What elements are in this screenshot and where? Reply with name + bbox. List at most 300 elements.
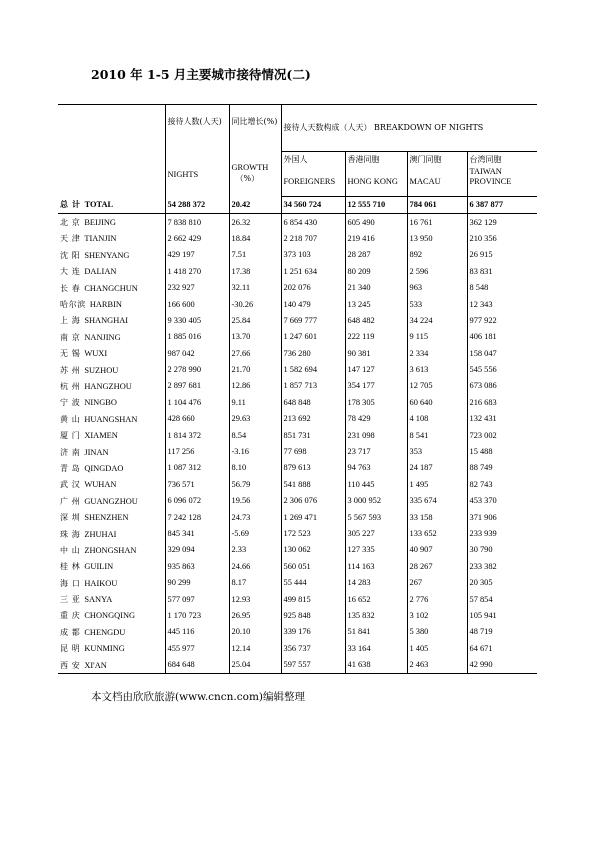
cell-hongkong: 78 429: [345, 411, 407, 427]
cell-foreigners: 1 251 634: [281, 264, 345, 280]
city-name-zh: 南 京: [60, 332, 81, 342]
cell-foreigners: 202 076: [281, 280, 345, 296]
cell-taiwan: 233 939: [467, 526, 537, 542]
city-name-zh: 桂 林: [60, 562, 81, 572]
cell-hongkong: 219 416: [345, 231, 407, 247]
city-name-zh: 哈尔滨: [60, 300, 86, 310]
city-name-zh: 厦 门: [60, 431, 81, 441]
city-name-zh: 总 计: [60, 199, 81, 210]
cell-macau: 533: [407, 296, 467, 312]
header-taiwan-zh: 台湾同胞: [469, 155, 502, 164]
table-row: [58, 624, 537, 640]
cell-growth: 21.70: [229, 362, 281, 378]
cell-nights: 455 977: [165, 641, 229, 657]
cell-macau: 34 224: [407, 313, 467, 329]
cell-hongkong: 33 164: [345, 641, 407, 657]
header-hongkong-en: HONG KONG: [347, 177, 398, 186]
table-row: [58, 460, 537, 476]
cell-macau: 4 108: [407, 411, 467, 427]
cell-foreigners: 1 269 471: [281, 509, 345, 525]
city-name-zh: 海 口: [60, 578, 81, 588]
cell-hongkong: 90 381: [345, 346, 407, 362]
cell-hongkong: 648 482: [345, 313, 407, 329]
cell-taiwan: 8 548: [467, 280, 537, 296]
row-label: [58, 657, 165, 674]
header-nights-zh: 接待人数(人天): [167, 117, 222, 126]
table-row: [58, 591, 537, 607]
row-label: [58, 493, 165, 509]
city-name-zh: 武 汉: [60, 480, 81, 490]
table-row: [58, 296, 537, 312]
row-label: [58, 411, 165, 427]
cell-foreigners: 339 176: [281, 624, 345, 640]
table-row: [58, 493, 537, 509]
cell-foreigners: 356 737: [281, 641, 345, 657]
cell-growth: 12.93: [229, 591, 281, 607]
table-row: [58, 477, 537, 493]
cell-macau: 335 674: [407, 493, 467, 509]
cell-growth: 32.11: [229, 280, 281, 296]
header-growth-en: GROWTH: [231, 163, 269, 172]
cell-growth: 9.11: [229, 395, 281, 411]
city-name-en: XI'AN: [84, 660, 107, 670]
row-label: [58, 362, 165, 378]
cell-nights: 1 418 270: [165, 264, 229, 280]
cell-taiwan: 12 343: [467, 296, 537, 312]
cell-nights: 9 330 405: [165, 313, 229, 329]
row-label: [58, 575, 165, 591]
row-label: [58, 197, 165, 214]
cell-nights: 6 096 072: [165, 493, 229, 509]
city-name-zh: 重 庆: [60, 611, 81, 621]
table-row: [58, 542, 537, 558]
cell-foreigners: 1 582 694: [281, 362, 345, 378]
cell-growth: 8.54: [229, 427, 281, 443]
cell-taiwan: 42 990: [467, 657, 537, 674]
row-label: [58, 329, 165, 345]
cell-hongkong: 41 638: [345, 657, 407, 674]
cell-taiwan: 362 129: [467, 214, 537, 231]
city-name-zh: 珠 海: [60, 529, 81, 539]
cell-macau: 2 596: [407, 264, 467, 280]
cell-taiwan: 30 790: [467, 542, 537, 558]
city-name-zh: 宁 波: [60, 398, 81, 408]
cell-hongkong: 14 283: [345, 575, 407, 591]
row-label: [58, 296, 165, 312]
cell-nights: 935 863: [165, 559, 229, 575]
city-name-en: CHANGCHUN: [84, 283, 138, 293]
cell-nights: 1 170 723: [165, 608, 229, 624]
cell-hongkong: 110 445: [345, 477, 407, 493]
cell-taiwan: 82 743: [467, 477, 537, 493]
header-growth-zh: 同比增长(%): [231, 117, 278, 126]
city-name-en: GUANGZHOU: [84, 496, 138, 506]
city-name-en: QINGDAO: [84, 463, 124, 473]
cell-foreigners: 597 557: [281, 657, 345, 674]
cell-growth: 26.32: [229, 214, 281, 231]
cell-growth: -3.16: [229, 444, 281, 460]
cell-nights: 577 097: [165, 591, 229, 607]
cell-growth: 7.51: [229, 247, 281, 263]
cell-hongkong: 5 567 593: [345, 509, 407, 525]
cell-nights: 445 116: [165, 624, 229, 640]
cell-taiwan: 673 086: [467, 378, 537, 394]
cell-nights: 117 256: [165, 444, 229, 460]
cell-growth: 19.56: [229, 493, 281, 509]
row-label: [58, 460, 165, 476]
cell-growth: 2.33: [229, 542, 281, 558]
cell-hongkong: 16 652: [345, 591, 407, 607]
city-name-en: SHANGHAI: [84, 316, 129, 326]
cell-nights: 7 242 128: [165, 509, 229, 525]
city-name-en: TIANJIN: [84, 234, 117, 244]
table-row: [58, 509, 537, 525]
cell-macau: 133 652: [407, 526, 467, 542]
cell-macau: 267: [407, 575, 467, 591]
city-name-en: ZHUHAI: [84, 529, 117, 539]
cell-foreigners: 130 062: [281, 542, 345, 558]
header-foreigners: [281, 152, 345, 197]
city-name-zh: 大 连: [60, 267, 81, 277]
cell-nights: 845 341: [165, 526, 229, 542]
cell-growth: 29.63: [229, 411, 281, 427]
cell-macau: 3 613: [407, 362, 467, 378]
cell-hongkong: 305 227: [345, 526, 407, 542]
cell-nights: 2 662 429: [165, 231, 229, 247]
row-label: [58, 395, 165, 411]
row-label: [58, 280, 165, 296]
cell-macau: 2 334: [407, 346, 467, 362]
cell-foreigners: 1 247 601: [281, 329, 345, 345]
cell-foreigners: 560 051: [281, 559, 345, 575]
cell-nights: 54 288 372: [165, 197, 229, 214]
cell-hongkong: 178 305: [345, 395, 407, 411]
cell-nights: 429 197: [165, 247, 229, 263]
cell-foreigners: 2 306 076: [281, 493, 345, 509]
cell-growth: 18.84: [229, 231, 281, 247]
table-row: [58, 608, 537, 624]
header-taiwan-en: TAIWAN PROVINCE: [469, 167, 512, 186]
cell-growth: -30.26: [229, 296, 281, 312]
table-header: [58, 105, 537, 197]
city-name-en: DALIAN: [84, 267, 117, 277]
cell-foreigners: 648 848: [281, 395, 345, 411]
cell-macau: 40 907: [407, 542, 467, 558]
cell-macau: 1 405: [407, 641, 467, 657]
row-label: [58, 231, 165, 247]
cell-nights: 7 838 810: [165, 214, 229, 231]
cell-foreigners: 499 815: [281, 591, 345, 607]
cell-taiwan: 48 719: [467, 624, 537, 640]
cell-foreigners: 55 444: [281, 575, 345, 591]
cell-macau: 33 158: [407, 509, 467, 525]
cell-taiwan: 233 382: [467, 559, 537, 575]
table-row: [58, 411, 537, 427]
cell-nights: 2 897 681: [165, 378, 229, 394]
cell-nights: 329 094: [165, 542, 229, 558]
header-blank-cell: [58, 105, 165, 197]
row-label: [58, 313, 165, 329]
header-growth: [229, 105, 281, 197]
city-name-en: BEIJING: [84, 218, 116, 228]
cell-foreigners: 34 560 724: [281, 197, 345, 214]
cell-foreigners: 373 103: [281, 247, 345, 263]
cell-hongkong: 23 717: [345, 444, 407, 460]
cell-nights: 1 104 476: [165, 395, 229, 411]
cell-growth: 12.86: [229, 378, 281, 394]
table-row: [58, 231, 537, 247]
city-name-zh: 上 海: [60, 316, 81, 326]
row-label: [58, 509, 165, 525]
cell-growth: -5.69: [229, 526, 281, 542]
table-row: [58, 313, 537, 329]
cell-nights: 1 814 372: [165, 427, 229, 443]
row-label: [58, 542, 165, 558]
cell-foreigners: 1 857 713: [281, 378, 345, 394]
cell-taiwan: 15 488: [467, 444, 537, 460]
city-name-zh: 沈 阳: [60, 250, 81, 260]
table-row: [58, 247, 537, 263]
city-name-en: NINGBO: [84, 398, 117, 408]
cell-foreigners: 140 479: [281, 296, 345, 312]
cell-foreigners: 879 613: [281, 460, 345, 476]
cell-taiwan: 453 370: [467, 493, 537, 509]
cell-nights: 1 087 312: [165, 460, 229, 476]
cell-taiwan: 88 749: [467, 460, 537, 476]
header-macau: [407, 152, 467, 197]
cell-growth: 13.70: [229, 329, 281, 345]
city-name-zh: 长 春: [60, 283, 81, 293]
city-name-en: TOTAL: [84, 200, 114, 210]
cell-nights: 428 660: [165, 411, 229, 427]
table-row: [58, 526, 537, 542]
header-macau-zh: 澳门同胞: [409, 155, 442, 164]
cell-nights: 232 927: [165, 280, 229, 296]
table-row: [58, 395, 537, 411]
cell-macau: 2 776: [407, 591, 467, 607]
city-name-en: CHONGQING: [84, 611, 136, 621]
row-label: [58, 477, 165, 493]
city-name-zh: 黄 山: [60, 414, 81, 424]
cell-foreigners: 6 854 430: [281, 214, 345, 231]
table-row: [58, 444, 537, 460]
cell-taiwan: 20 305: [467, 575, 537, 591]
header-breakdown: [281, 105, 537, 152]
city-reception-table: [58, 104, 537, 674]
cell-foreigners: 7 669 777: [281, 313, 345, 329]
city-name-zh: 天 津: [60, 234, 81, 244]
city-name-zh: 济 南: [60, 447, 81, 457]
header-nights: [165, 105, 229, 197]
row-label: [58, 378, 165, 394]
cell-hongkong: 51 841: [345, 624, 407, 640]
cell-hongkong: 28 287: [345, 247, 407, 263]
city-name-en: CHENGDU: [84, 627, 126, 637]
cell-macau: 892: [407, 247, 467, 263]
row-label: [58, 247, 165, 263]
header-macau-en: MACAU: [409, 177, 441, 186]
city-name-zh: 北 京: [60, 218, 81, 228]
table-row: [58, 378, 537, 394]
table-row: [58, 575, 537, 591]
cell-growth: 24.73: [229, 509, 281, 525]
city-name-zh: 昆 明: [60, 644, 81, 654]
cell-macau: 3 102: [407, 608, 467, 624]
cell-macau: 8 541: [407, 427, 467, 443]
table-row: [58, 214, 537, 231]
city-name-en: JINAN: [84, 447, 109, 457]
header-foreigners-zh: 外国人: [283, 155, 308, 164]
cell-growth: 25.04: [229, 657, 281, 674]
city-name-zh: 青 岛: [60, 463, 81, 473]
header-foreigners-en: FOREIGNERS: [283, 177, 336, 186]
cell-taiwan: 64 671: [467, 641, 537, 657]
city-name-en: NANJING: [84, 332, 121, 342]
table-row: [58, 346, 537, 362]
cell-nights: 90 299: [165, 575, 229, 591]
row-label: [58, 526, 165, 542]
table-row: [58, 657, 537, 674]
row-label: [58, 346, 165, 362]
cell-taiwan: 406 181: [467, 329, 537, 345]
cell-taiwan: 371 906: [467, 509, 537, 525]
header-growth-unit: （%）: [235, 174, 260, 183]
cell-hongkong: 114 163: [345, 559, 407, 575]
city-name-en: ZHONGSHAN: [84, 545, 137, 555]
cell-growth: 24.66: [229, 559, 281, 575]
cell-growth: 20.42: [229, 197, 281, 214]
cell-nights: 987 042: [165, 346, 229, 362]
city-name-zh: 深 圳: [60, 513, 81, 523]
cell-growth: 8.10: [229, 460, 281, 476]
cell-growth: 26.95: [229, 608, 281, 624]
city-name-zh: 杭 州: [60, 381, 81, 391]
city-name-en: SUZHOU: [84, 365, 119, 375]
cell-foreigners: 736 280: [281, 346, 345, 362]
cell-macau: 784 061: [407, 197, 467, 214]
cell-growth: 25.84: [229, 313, 281, 329]
cell-hongkong: 147 127: [345, 362, 407, 378]
cell-taiwan: 105 941: [467, 608, 537, 624]
header-nights-en: NIGHTS: [167, 170, 199, 179]
cell-hongkong: 135 832: [345, 608, 407, 624]
cell-foreigners: 541 888: [281, 477, 345, 493]
cell-macau: 5 380: [407, 624, 467, 640]
city-name-en: WUHAN: [84, 480, 117, 490]
row-label: [58, 641, 165, 657]
city-name-zh: 西 安: [60, 660, 81, 670]
city-name-zh: 三 亚: [60, 595, 81, 605]
cell-macau: 13 950: [407, 231, 467, 247]
table-body: [58, 197, 537, 674]
cell-macau: 963: [407, 280, 467, 296]
cell-macau: 1 495: [407, 477, 467, 493]
cell-macau: 24 187: [407, 460, 467, 476]
table-row: [58, 280, 537, 296]
cell-growth: 27.66: [229, 346, 281, 362]
cell-taiwan: 57 854: [467, 591, 537, 607]
city-name-en: XIAMEN: [84, 431, 118, 441]
row-label: [58, 559, 165, 575]
cell-foreigners: 2 218 707: [281, 231, 345, 247]
cell-hongkong: 13 245: [345, 296, 407, 312]
cell-taiwan: 26 915: [467, 247, 537, 263]
cell-hongkong: 605 490: [345, 214, 407, 231]
cell-hongkong: 12 555 710: [345, 197, 407, 214]
row-label: [58, 608, 165, 624]
cell-nights: 2 278 990: [165, 362, 229, 378]
cell-macau: 9 115: [407, 329, 467, 345]
cell-foreigners: 925 848: [281, 608, 345, 624]
cell-foreigners: 172 523: [281, 526, 345, 542]
cell-macau: 2 463: [407, 657, 467, 674]
page-title: 2010 年 1-5 月主要城市接待情况(二): [91, 67, 311, 82]
row-label: [58, 214, 165, 231]
header-hongkong-zh: 香港同胞: [347, 155, 380, 164]
row-label: [58, 624, 165, 640]
cell-taiwan: 210 356: [467, 231, 537, 247]
table-row: [58, 329, 537, 345]
city-name-en: HAIKOU: [84, 578, 118, 588]
cell-nights: 736 571: [165, 477, 229, 493]
city-name-en: KUNMING: [84, 644, 125, 654]
cell-macau: 353: [407, 444, 467, 460]
city-name-en: HARBIN: [89, 300, 122, 310]
row-label: [58, 427, 165, 443]
cell-taiwan: 158 047: [467, 346, 537, 362]
table-row: [58, 264, 537, 280]
cell-taiwan: 83 831: [467, 264, 537, 280]
cell-growth: 20.10: [229, 624, 281, 640]
city-name-en: GUILIN: [84, 562, 114, 572]
cell-macau: 60 640: [407, 395, 467, 411]
table-row-total: [58, 197, 537, 214]
table-row: [58, 641, 537, 657]
city-name-zh: 成 都: [60, 627, 81, 637]
table-row: [58, 362, 537, 378]
cell-growth: 17.38: [229, 264, 281, 280]
header-taiwan: [467, 152, 537, 197]
table-row: [58, 559, 537, 575]
header-breakdown-label: 接待人天数构成（人天） BREAKDOWN OF NIGHTS: [283, 123, 484, 132]
city-name-en: HUANGSHAN: [84, 414, 138, 424]
footer-note: 本文档由欣欣旅游(www.cncn.com)编辑整理: [91, 691, 306, 703]
row-label: [58, 591, 165, 607]
cell-growth: 8.17: [229, 575, 281, 591]
city-name-zh: 苏 州: [60, 365, 81, 375]
cell-hongkong: 80 209: [345, 264, 407, 280]
city-name-en: SHENZHEN: [84, 513, 129, 523]
cell-growth: 56.79: [229, 477, 281, 493]
city-name-zh: 中 山: [60, 545, 81, 555]
city-name-en: SANYA: [84, 595, 113, 605]
cell-nights: 166 600: [165, 296, 229, 312]
cell-nights: 1 885 016: [165, 329, 229, 345]
cell-macau: 16 761: [407, 214, 467, 231]
city-name-zh: 广 州: [60, 496, 81, 506]
cell-taiwan: 132 431: [467, 411, 537, 427]
cell-hongkong: 222 119: [345, 329, 407, 345]
cell-macau: 28 267: [407, 559, 467, 575]
city-name-en: SHENYANG: [84, 250, 130, 260]
cell-taiwan: 545 556: [467, 362, 537, 378]
cell-taiwan: 723 002: [467, 427, 537, 443]
cell-hongkong: 231 098: [345, 427, 407, 443]
row-label: [58, 264, 165, 280]
row-label: [58, 444, 165, 460]
header-hongkong: [345, 152, 407, 197]
cell-taiwan: 216 683: [467, 395, 537, 411]
